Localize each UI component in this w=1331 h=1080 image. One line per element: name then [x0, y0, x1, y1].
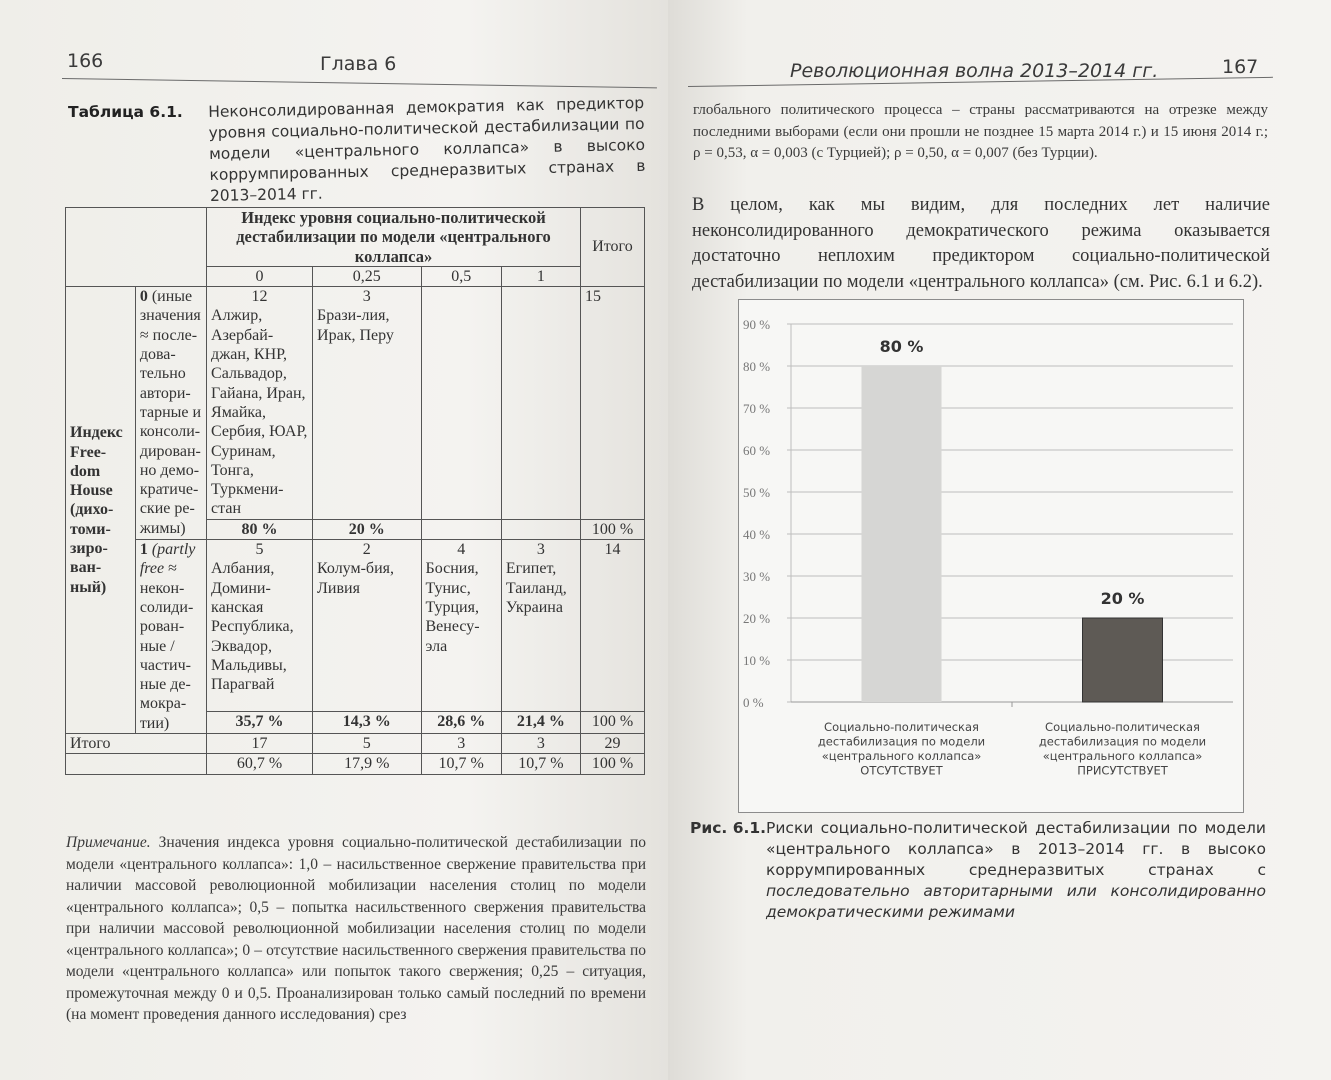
data-label: 20 % [1100, 589, 1145, 608]
total-count: 3 [501, 734, 580, 754]
total-count: 3 [421, 734, 501, 754]
x-category-label: дестабилизация по модели [1038, 734, 1207, 749]
totals-label: Итого [66, 734, 207, 754]
header-rule-left [62, 78, 657, 88]
continued-note: глобального политического процесса – страны рассматриваются на отрезке между последними выборами (если они прошли не позднее 15 марта 2014 г.) и 15 июня 2014 г.; ρ = 0,53, α = 0,003 (с Турцией); ρ = 0,50, α = 0,007 (без Турции). [693, 102, 1268, 161]
totals-row [66, 734, 645, 754]
table-caption-label: Таблица 6.1. [68, 103, 183, 121]
figure-6-1 [738, 299, 1244, 813]
x-category-label: ПРИСУТСТВУЕТ [1077, 763, 1168, 778]
row-total-percent: 100 % [580, 711, 644, 733]
page-number-right: 167 [1222, 56, 1259, 78]
percent-cell: 28,6 % [421, 711, 501, 733]
totals-percent-row [66, 754, 645, 774]
y-tick-label: 20 % [743, 611, 771, 626]
cell: 2 Колум-бия, Ливия [313, 540, 421, 712]
grand-total-percent: 100 % [580, 754, 644, 774]
table-row [66, 287, 645, 520]
cell: 4 Босния, Тунис, Турция, Венесу-эла [421, 540, 501, 712]
col-header-0: 0 [207, 266, 313, 286]
x-category-label: дестабилизация по модели [817, 734, 986, 749]
percent-cell: 80 % [207, 519, 313, 539]
note-label: Примечание. [66, 834, 151, 851]
percent-cell: 14,3 % [313, 711, 421, 733]
y-tick-label: 40 % [743, 527, 771, 542]
body-paragraph: В целом, как мы видим, для последних лет наличие неконсолидированного демократического режима оказывается достаточно неплохим предиктором социально-политической дестабилизации по модели «центрального коллапса» (см. Рис. 6.1 и 6.2). [692, 195, 1270, 292]
table-row [66, 540, 645, 712]
grand-total: 29 [580, 734, 644, 754]
cell: 3 Брази-лия, Ирак, Перу [313, 287, 421, 520]
table-corner [66, 208, 207, 287]
y-tick-label: 10 % [743, 653, 771, 668]
percent-cell: 35,7 % [207, 711, 313, 733]
x-category-label: «центрального коллапса» [821, 749, 982, 763]
cell: 12 Алжир, Азербай-джан, КНР, Сальвадор, Гайана, Иран, Ямайка, Сербия, ЮАР, Суринам, Тонга, Туркмени-стан [207, 287, 313, 520]
cell: 5 Албания, Домини-канская Республика, Эквадор, Мальдивы, Парагвай [207, 540, 313, 712]
percent-cell [501, 519, 580, 539]
y-tick-label: 80 % [743, 359, 771, 374]
col-header-025: 0,25 [313, 266, 421, 286]
row-label-1: 1 (partly free ≈ некон-солиди-рован-ные / частич-ные де-мокра-тии) [135, 540, 206, 734]
total-percent: 10,7 % [421, 754, 501, 774]
table-note [66, 832, 646, 1026]
cell [421, 287, 501, 520]
bar [1083, 618, 1163, 702]
row-total: 15 [580, 287, 644, 520]
percent-cell: 21,4 % [501, 711, 580, 733]
row-group-header: Индекс Free-dom House (дихо-томи-зиро-ван-ный) [66, 287, 136, 734]
total-header: Итого [580, 208, 644, 287]
note-text: Значения индекса уровня социально-политической дестабилизации по модели «центрального коллапса»: 1,0 – насильственное свержение правительства при наличии массовой революционной мобилизации населения столиц по модели «центрального коллапса»; 0,5 – попытка насильственного свержения правительства при наличии массовой революционной мобилизации населения столиц по модели «центрального коллапса»; 0 – отсутствие насильственного свержения правительства по модели «центрального коллапса» или попыток такого свержения; 0,25 – ситуация, промежуточная между 0 и 0,5. Проанализирован только самый последний по времени (на момент проведения данного исследования) срез [66, 834, 646, 1023]
total-percent: 10,7 % [501, 754, 580, 774]
table-6-1 [65, 207, 645, 775]
total-count: 17 [207, 734, 313, 754]
y-tick-label: 30 % [743, 569, 771, 584]
data-label: 80 % [879, 337, 924, 356]
y-tick-label: 70 % [743, 401, 771, 416]
percent-cell [421, 519, 501, 539]
table-caption [68, 93, 648, 205]
x-category-label: «центрального коллапса» [1042, 749, 1203, 763]
row-total: 14 [580, 540, 644, 712]
table-caption-text: Неконсолидированная демократия как предиктор уровня социально-политической дестабилизации по модели «центрального коллапса» в высоко коррумпированных среднеразвитых странах в 2013–2014 гг. [208, 93, 646, 205]
running-head-right: Революционная волна 2013–2014 гг. [790, 60, 1159, 82]
x-category-label: Социально-политическая [824, 720, 979, 734]
x-category-label: ОТСУТСТВУЕТ [860, 763, 943, 778]
figure-caption-label: Рис. 6.1. [690, 819, 767, 837]
bar [862, 366, 942, 702]
page-number-left: 166 [67, 50, 104, 72]
cell: 3 Египет, Таиланд, Украина [501, 540, 580, 712]
cell [501, 287, 580, 520]
total-count: 5 [313, 734, 421, 754]
row-label-0: 0 (иные значения ≈ после-дова-тельно автори-тарные и консоли-дирован-но демо-кратиче-ские ре-жимы) [135, 287, 206, 540]
col-header-05: 0,5 [421, 266, 501, 286]
figure-caption [690, 818, 1270, 921]
row-total-percent: 100 % [580, 519, 644, 539]
column-group-header: Индекс уровня социально-политической дестабилизации по модели «центрального коллапса» [207, 208, 581, 267]
col-header-1: 1 [501, 266, 580, 286]
x-category-label: Социально-политическая [1045, 720, 1200, 734]
total-percent: 60,7 % [207, 754, 313, 774]
bar-chart [739, 300, 1243, 812]
figure-caption-text: Риски социально-политической дестабилизации по модели «центрального коллапса» в 2013–2014 гг. в высоко коррумпированных среднеразвитых странах с последовательно авторитарными или консолидированно демократическими режимами [766, 819, 1266, 921]
y-tick-label: 0 % [743, 695, 764, 710]
y-tick-label: 50 % [743, 485, 771, 500]
y-tick-label: 60 % [743, 443, 771, 458]
percent-cell: 20 % [313, 519, 421, 539]
empty-cell [66, 754, 207, 774]
running-head-left: Глава 6 [320, 53, 397, 75]
y-tick-label: 90 % [743, 317, 771, 332]
total-percent: 17,9 % [313, 754, 421, 774]
